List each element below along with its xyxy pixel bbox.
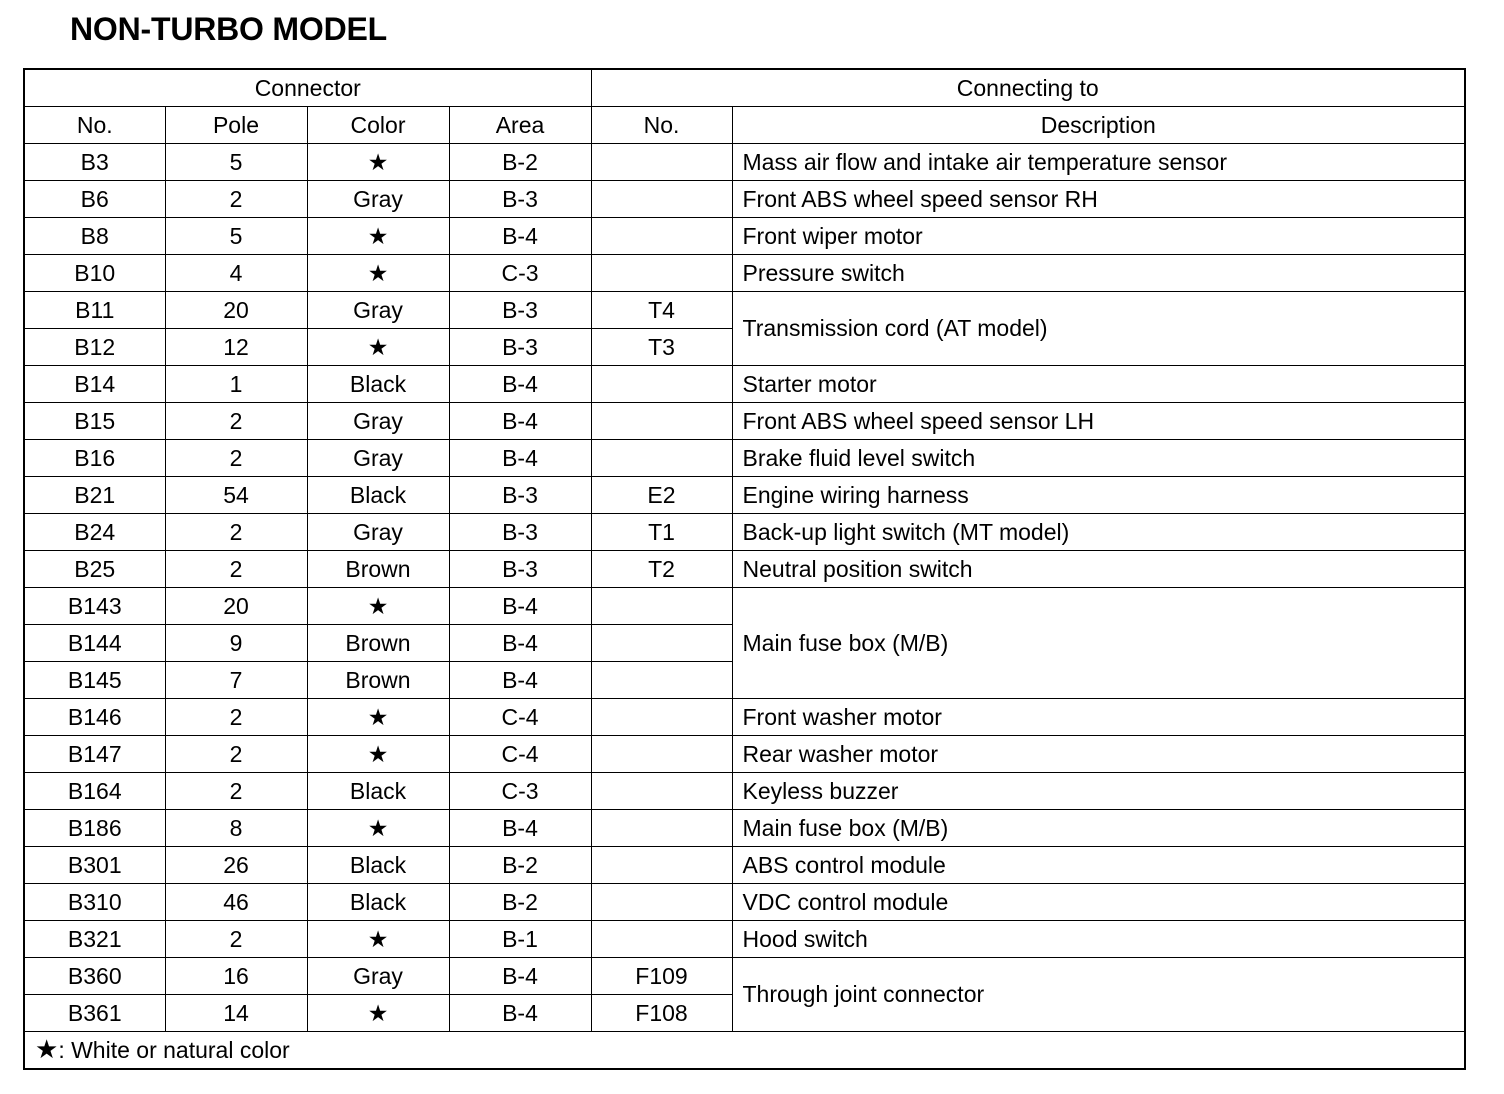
connecting-no-cell [591,921,732,958]
connector-no-cell: B145 [24,662,165,699]
column-header-row [24,107,1465,144]
color-cell: Gray [307,440,449,477]
connector-no-cell: B11 [24,292,165,329]
table-body [24,144,1465,1032]
footnote-row [24,1032,1465,1070]
table-row [24,255,1465,292]
area-cell: B-2 [449,144,591,181]
description-cell: Main fuse box (M/B) [732,810,1465,847]
page-title: NON-TURBO MODEL [70,11,387,47]
pole-cell: 54 [165,477,307,514]
star-icon: ★ [307,921,449,958]
column-header-description: Description [732,107,1465,144]
description-cell: VDC control module [732,884,1465,921]
color-cell: Black [307,366,449,403]
pole-cell: 14 [165,995,307,1032]
area-cell: C-3 [449,255,591,292]
table-row [24,181,1465,218]
area-cell: B-3 [449,292,591,329]
table-row [24,958,1465,995]
area-cell: B-2 [449,884,591,921]
table-row [24,440,1465,477]
pole-cell: 7 [165,662,307,699]
star-icon: ★ [307,810,449,847]
description-cell: Back-up light switch (MT model) [732,514,1465,551]
column-header-area: Area [449,107,591,144]
connecting-no-cell [591,736,732,773]
description-cell: Front ABS wheel speed sensor RH [732,181,1465,218]
connector-no-cell: B10 [24,255,165,292]
table-row [24,551,1465,588]
area-cell: C-4 [449,736,591,773]
connecting-no-cell: F109 [591,958,732,995]
connector-no-cell: B14 [24,366,165,403]
color-cell: Brown [307,551,449,588]
connecting-no-cell [591,699,732,736]
color-cell: Black [307,884,449,921]
connecting-no-cell: E2 [591,477,732,514]
color-cell: Gray [307,514,449,551]
pole-cell: 4 [165,255,307,292]
table-row [24,921,1465,958]
description-cell: Engine wiring harness [732,477,1465,514]
area-cell: B-4 [449,810,591,847]
color-cell: Gray [307,958,449,995]
connecting-no-cell [591,366,732,403]
description-cell: Transmission cord (AT model) [732,292,1465,366]
table-row [24,366,1465,403]
color-cell: Black [307,847,449,884]
star-icon: ★ [307,995,449,1032]
star-icon: ★ [307,736,449,773]
pole-cell: 8 [165,810,307,847]
connector-no-cell: B21 [24,477,165,514]
connecting-no-cell [591,662,732,699]
description-cell: Front wiper motor [732,218,1465,255]
connector-table [23,68,1466,1070]
pole-cell: 9 [165,625,307,662]
connector-no-cell: B144 [24,625,165,662]
area-cell: B-2 [449,847,591,884]
connecting-no-cell [591,255,732,292]
star-icon: ★ [307,218,449,255]
connector-group-header: Connector [24,69,591,107]
area-cell: B-4 [449,588,591,625]
area-cell: B-3 [449,181,591,218]
pole-cell: 2 [165,699,307,736]
connector-no-cell: B186 [24,810,165,847]
column-header-no: No. [24,107,165,144]
table-row [24,736,1465,773]
connector-no-cell: B25 [24,551,165,588]
star-icon: ★ [307,329,449,366]
table-row [24,773,1465,810]
connecting-no-cell [591,884,732,921]
color-cell: Gray [307,403,449,440]
description-cell: Neutral position switch [732,551,1465,588]
description-cell: ABS control module [732,847,1465,884]
pole-cell: 20 [165,588,307,625]
area-cell: C-3 [449,773,591,810]
pole-cell: 1 [165,366,307,403]
description-cell: Mass air flow and intake air temperature sensor [732,144,1465,181]
area-cell: B-4 [449,366,591,403]
connector-no-cell: B321 [24,921,165,958]
pole-cell: 2 [165,551,307,588]
table-row [24,218,1465,255]
table-row [24,477,1465,514]
color-cell: Brown [307,625,449,662]
description-cell: Brake fluid level switch [732,440,1465,477]
connector-no-cell: B146 [24,699,165,736]
pole-cell: 2 [165,403,307,440]
connecting-to-group-header: Connecting to [591,69,1465,107]
connecting-no-cell [591,588,732,625]
description-cell: Through joint connector [732,958,1465,1032]
star-icon: ★ [307,255,449,292]
connector-no-cell: B360 [24,958,165,995]
table-row [24,403,1465,440]
area-cell: B-4 [449,403,591,440]
color-cell: Brown [307,662,449,699]
star-icon: ★ [307,699,449,736]
pole-cell: 2 [165,773,307,810]
description-cell: Hood switch [732,921,1465,958]
connector-no-cell: B164 [24,773,165,810]
connecting-no-cell [591,403,732,440]
star-icon: ★ [35,1035,59,1065]
area-cell: B-4 [449,440,591,477]
area-cell: B-4 [449,218,591,255]
area-cell: B-4 [449,995,591,1032]
area-cell: C-4 [449,699,591,736]
table-row [24,699,1465,736]
footnote-text: : White or natural color [58,1037,290,1063]
group-header-row [24,69,1465,107]
connecting-no-cell [591,218,732,255]
table-row [24,514,1465,551]
connector-no-cell: B24 [24,514,165,551]
connector-no-cell: B6 [24,181,165,218]
connector-no-cell: B147 [24,736,165,773]
connector-no-cell: B16 [24,440,165,477]
pole-cell: 2 [165,181,307,218]
pole-cell: 2 [165,736,307,773]
connecting-no-cell [591,810,732,847]
connecting-no-cell [591,181,732,218]
description-cell: Main fuse box (M/B) [732,588,1465,699]
column-header-pole: Pole [165,107,307,144]
pole-cell: 12 [165,329,307,366]
area-cell: B-4 [449,958,591,995]
pole-cell: 5 [165,218,307,255]
pole-cell: 5 [165,144,307,181]
connecting-no-cell [591,773,732,810]
connector-no-cell: B15 [24,403,165,440]
color-cell: Black [307,477,449,514]
connector-no-cell: B12 [24,329,165,366]
area-cell: B-1 [449,921,591,958]
column-header-connecting-no: No. [591,107,732,144]
connecting-no-cell [591,847,732,884]
star-icon: ★ [307,588,449,625]
description-cell: Front washer motor [732,699,1465,736]
connecting-no-cell: T4 [591,292,732,329]
description-cell: Starter motor [732,366,1465,403]
area-cell: B-3 [449,477,591,514]
table-row [24,884,1465,921]
connecting-no-cell [591,144,732,181]
pole-cell: 2 [165,921,307,958]
table-row [24,588,1465,625]
area-cell: B-4 [449,662,591,699]
connector-no-cell: B310 [24,884,165,921]
connector-no-cell: B361 [24,995,165,1032]
connecting-no-cell: T2 [591,551,732,588]
area-cell: B-3 [449,329,591,366]
pole-cell: 20 [165,292,307,329]
table-row [24,144,1465,181]
table-row [24,847,1465,884]
color-cell: Gray [307,292,449,329]
footnote [24,1032,1465,1070]
connecting-no-cell [591,625,732,662]
pole-cell: 26 [165,847,307,884]
connector-no-cell: B143 [24,588,165,625]
connecting-no-cell: F108 [591,995,732,1032]
connector-no-cell: B3 [24,144,165,181]
description-cell: Front ABS wheel speed sensor LH [732,403,1465,440]
connecting-no-cell [591,440,732,477]
star-icon: ★ [307,144,449,181]
connecting-no-cell: T3 [591,329,732,366]
description-cell: Rear washer motor [732,736,1465,773]
table-row [24,292,1465,329]
area-cell: B-3 [449,514,591,551]
description-cell: Pressure switch [732,255,1465,292]
pole-cell: 46 [165,884,307,921]
area-cell: B-4 [449,625,591,662]
connecting-no-cell: T1 [591,514,732,551]
description-cell: Keyless buzzer [732,773,1465,810]
pole-cell: 16 [165,958,307,995]
column-header-color: Color [307,107,449,144]
connector-no-cell: B8 [24,218,165,255]
pole-cell: 2 [165,514,307,551]
pole-cell: 2 [165,440,307,477]
color-cell: Gray [307,181,449,218]
table-row [24,810,1465,847]
area-cell: B-3 [449,551,591,588]
color-cell: Black [307,773,449,810]
connector-no-cell: B301 [24,847,165,884]
